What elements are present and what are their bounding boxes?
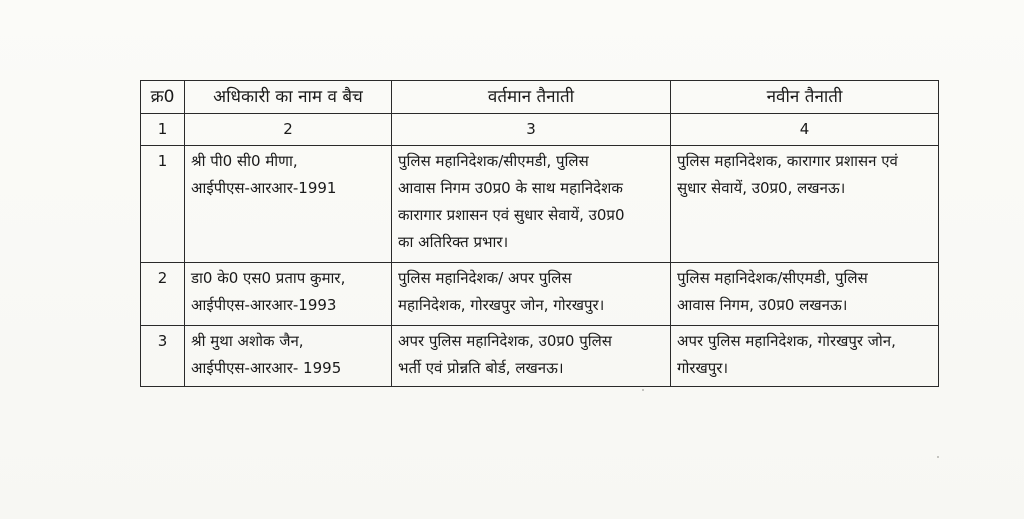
text-line: पुलिस महानिदेशक/सीएमडी, पुलिस — [398, 152, 589, 170]
serial-number: 1 — [141, 146, 185, 263]
text-line: महानिदेशक, गोरखपुर जोन, गोरखपुर। — [398, 296, 605, 314]
header-serial: क्र0 — [141, 81, 185, 114]
column-number: 2 — [185, 114, 392, 146]
officer-cell — [185, 263, 392, 326]
scan-speck — [642, 389, 644, 391]
table-row — [141, 146, 939, 263]
text-line: अपर पुलिस महानिदेशक, उ0प्र0 पुलिस — [398, 332, 612, 350]
text-line: पुलिस महानिदेशक, कारागार प्रशासन एवं — [677, 152, 898, 170]
column-number: 3 — [392, 114, 671, 146]
table-row — [141, 326, 939, 387]
officer-cell — [185, 146, 392, 263]
text-line: कारागार प्रशासन एवं सुधार सेवायें, उ0प्र0 — [398, 206, 625, 224]
new-posting-cell — [671, 146, 939, 263]
officer-batch: आईपीएस-आरआर-1991 — [191, 179, 337, 197]
current-posting-cell — [392, 326, 671, 387]
text-line: पुलिस महानिदेशक/सीएमडी, पुलिस — [677, 269, 868, 287]
officer-name: डा0 के0 एस0 प्रताप कुमार, — [191, 269, 346, 287]
serial-number: 3 — [141, 326, 185, 387]
table-row — [141, 263, 939, 326]
new-posting-cell — [671, 326, 939, 387]
text-line: भर्ती एवं प्रोन्नति बोर्ड, लखनऊ। — [398, 359, 564, 377]
header-current-posting: वर्तमान तैनाती — [392, 81, 671, 114]
officer-batch: आईपीएस-आरआर- 1995 — [191, 359, 342, 377]
current-posting-cell — [392, 146, 671, 263]
current-posting-cell — [392, 263, 671, 326]
officer-name: श्री मुथा अशोक जैन, — [191, 332, 304, 350]
transfer-table — [140, 80, 939, 387]
new-posting-cell — [671, 263, 939, 326]
column-number-row — [141, 114, 939, 146]
column-number: 4 — [671, 114, 939, 146]
text-line: आवास निगम, उ0प्र0 लखनऊ। — [677, 296, 848, 314]
text-line: का अतिरिक्त प्रभार। — [398, 233, 509, 251]
text-line: आवास निगम उ0प्र0 के साथ महानिदेशक — [398, 179, 623, 197]
scan-speck — [937, 456, 939, 458]
text-line: पुलिस महानिदेशक/ अपर पुलिस — [398, 269, 572, 287]
text-line: गोरखपुर। — [677, 359, 729, 377]
text-line: सुधार सेवायें, उ0प्र0, लखनऊ। — [677, 179, 846, 197]
header-row — [141, 81, 939, 114]
officer-cell — [185, 326, 392, 387]
header-new-posting: नवीन तैनाती — [671, 81, 939, 114]
text-line: अपर पुलिस महानिदेशक, गोरखपुर जोन, — [677, 332, 896, 350]
officer-batch: आईपीएस-आरआर-1993 — [191, 296, 337, 314]
column-number: 1 — [141, 114, 185, 146]
serial-number: 2 — [141, 263, 185, 326]
officer-name: श्री पी0 सी0 मीणा, — [191, 152, 298, 170]
header-officer: अधिकारी का नाम व बैच — [185, 81, 392, 114]
